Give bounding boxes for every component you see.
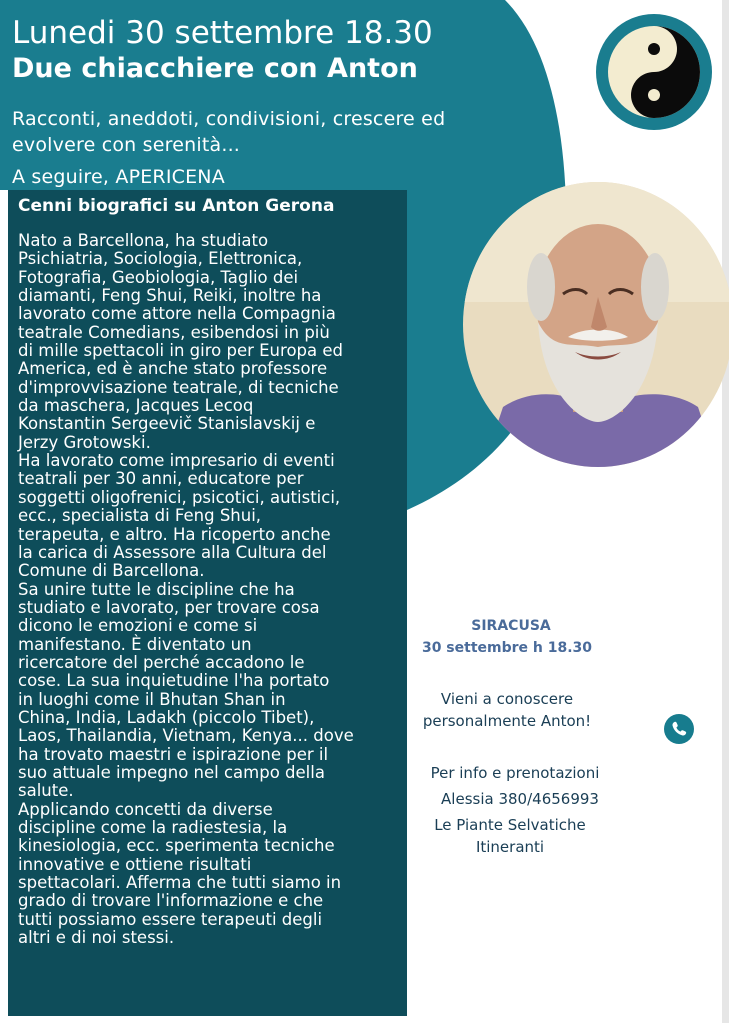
right-edge-strip	[722, 0, 729, 1023]
biography-line: Ha lavorato come impresario di eventi	[18, 451, 335, 471]
info-line: Per info e prenotazioni	[430, 764, 600, 782]
biography-line: terapeuta, e altro. Ha ricoperto anche	[18, 524, 331, 544]
biography-line: grado di trovare l'informazione e che	[18, 891, 324, 911]
organizer-line-2: Itineranti	[475, 838, 545, 856]
biography-line: manifestano. È diventato un	[18, 634, 252, 654]
biography-line: kinesiologia, ecc. sperimenta tecniche	[18, 836, 335, 856]
biography-title: Cenni biografici su Anton Gerona	[18, 196, 335, 216]
biography-line: Comune di Barcellona.	[18, 561, 205, 581]
biography-line: China, India, Ladakh (piccolo Tibet),	[18, 707, 315, 727]
biography-panel	[8, 190, 407, 1016]
phone-icon[interactable]	[664, 714, 694, 744]
apericena-note: A seguire, APERICENA	[12, 166, 225, 188]
header	[12, 14, 532, 86]
biography-line: discipline come la radiestesia, la	[18, 818, 288, 837]
contact-line: Alessia 380/4656993	[441, 790, 599, 808]
biography-line: Nato a Barcellona, ha studiato	[18, 231, 269, 250]
biography-line: d'improvvisazione teatrale, di tecniche	[18, 377, 339, 397]
biography-line: ha trovato maestri e ispirazione per il	[18, 744, 329, 764]
biography-line: ecc., specialista di Feng Shui,	[18, 506, 262, 526]
biography-line: Psichiatria, Sociologia, Elettronica,	[18, 249, 303, 269]
yin-yang-icon	[594, 12, 714, 132]
biography-line: dicono le emozioni e come si	[18, 616, 258, 636]
biography-line: tutti possiamo essere terapeuti degli	[18, 909, 323, 929]
biography-line: Sa unire tutte le discipline che ha	[18, 579, 295, 599]
biography-line: diamanti, Feng Shui, Reiki, inoltre ha	[18, 286, 322, 306]
biography-line: lavorato come attore nella Compagnia	[18, 304, 336, 324]
event-subtitle: Racconti, aneddoti, condivisioni, crescere ed evolvere con serenità...	[12, 108, 446, 156]
biography-line: studiato e lavorato, per trovare cosa	[18, 597, 320, 617]
biography-line: altri e di noi stessi.	[18, 928, 175, 948]
biography-line: soggetti oligofrenici, psicotici, autistici,	[18, 487, 341, 507]
biography-line: salute.	[18, 781, 74, 801]
biography-line: in luoghi come il Bhutan Shan in	[18, 689, 286, 709]
biography-line: Applicando concetti da diverse	[18, 799, 273, 819]
event-datetime: 30 settembre h 18.30	[421, 640, 593, 656]
biography-line: la carica di Assessore alla Cultura del	[18, 542, 327, 562]
biography-line: suo attuale impegno nel campo della	[18, 762, 325, 782]
invite-line-2: personalmente Anton!	[422, 712, 592, 730]
biography-line: da maschera, Jacques Lecoq	[18, 396, 254, 416]
biography-line: Laos, Thailandia, Vietnam, Kenya... dove	[18, 726, 354, 746]
biography-line: innovative e ottiene risultati	[18, 854, 252, 874]
biography-line: Jerzy Grotowski.	[18, 432, 151, 452]
portrait-photo	[463, 182, 729, 467]
biography-line: Konstantin Sergeevič Stanislavskij e	[18, 414, 316, 434]
biography-line: cose. La sua inquietudine l'ha portato	[18, 671, 330, 691]
biography-line: teatrale Comedians, esibendosi in più	[18, 322, 330, 342]
biography-text	[18, 232, 403, 947]
biography-line: spettacolari. Afferma che tutti siamo in	[18, 873, 342, 893]
biography-line: America, ed è anche stato professore	[18, 359, 328, 379]
event-city: SIRACUSA	[471, 618, 551, 634]
biography-line: Fotografia, Geobiologia, Taglio dei	[18, 267, 299, 287]
event-date-heading: Lunedi 30 settembre 18.30	[12, 15, 433, 51]
biography-line: ricercatore del perché accadono le	[18, 652, 305, 672]
invite-line-1: Vieni a conoscere	[440, 690, 574, 708]
biography-line: teatrali per 30 anni, educatore per	[18, 469, 304, 489]
organizer-line-1: Le Piante Selvatiche	[434, 816, 586, 834]
event-title: Due chiacchiere con Anton	[12, 53, 418, 84]
biography-line: di mille spettacoli in giro per Europa ed	[18, 341, 343, 361]
